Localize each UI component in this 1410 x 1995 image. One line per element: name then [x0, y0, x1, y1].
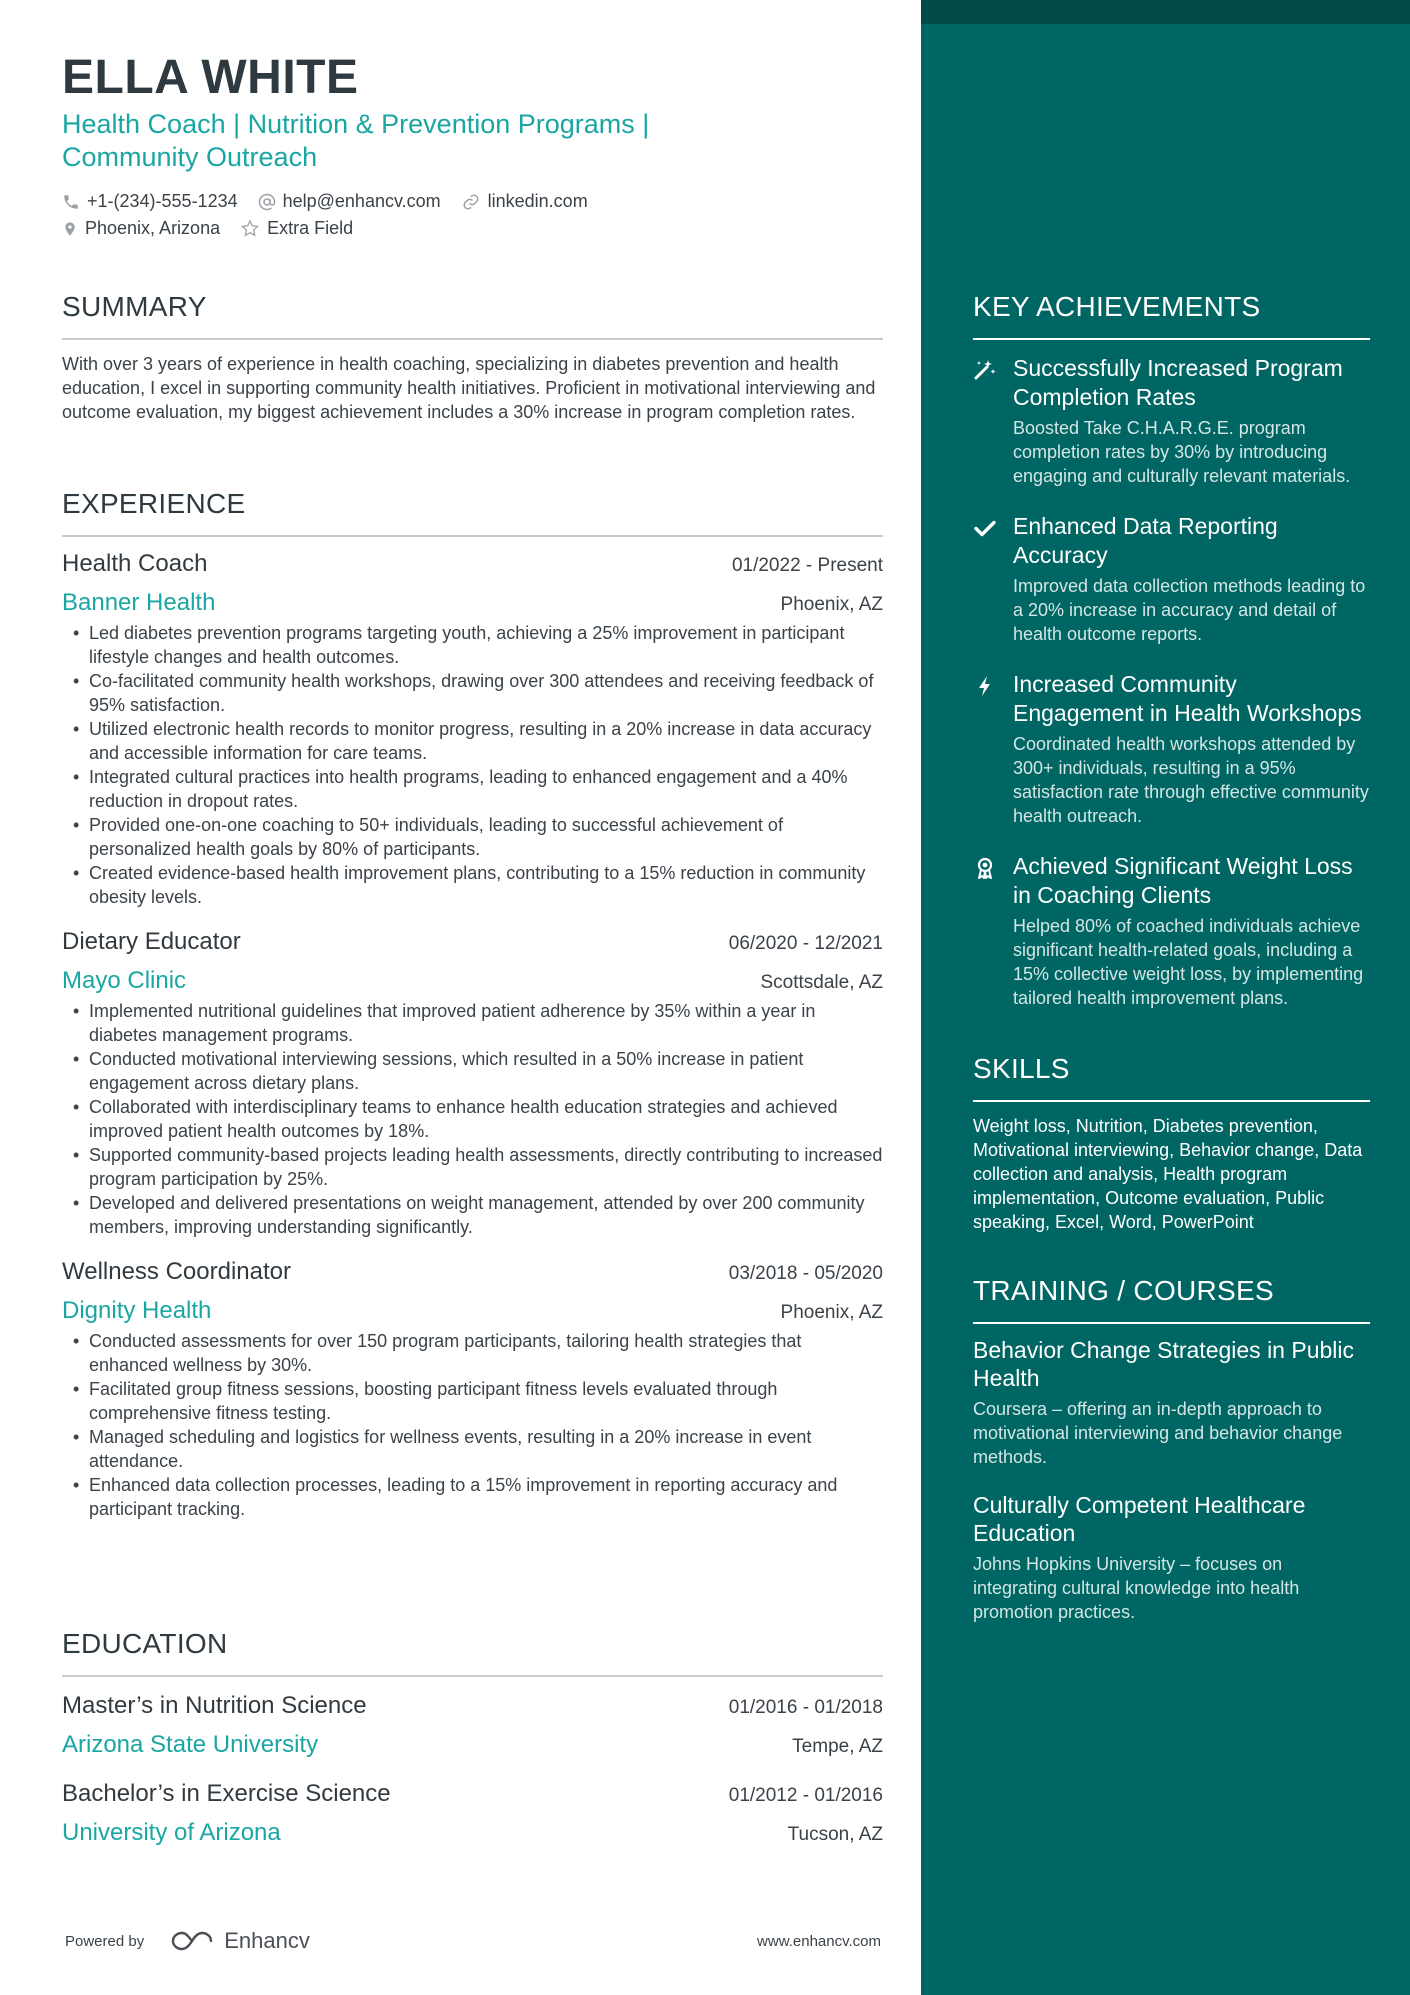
- sidebar-content: [973, 290, 1370, 1624]
- contact-phone[interactable]: [62, 191, 238, 212]
- education-entry: [62, 1691, 883, 1759]
- list-item: • Conducted motivational interviewing sessions, which resulted in a 50% increase in patient engagement across dietary plans.: [62, 1047, 883, 1095]
- list-item: • Enhanced data collection processes, leading to a 15% improvement in reporting accuracy and participant tracking.: [62, 1473, 883, 1521]
- contact-row-2: [62, 215, 883, 242]
- achievement-body: [1013, 512, 1370, 646]
- job-bullets: [62, 1329, 883, 1521]
- location-text: Phoenix, Arizona: [85, 218, 221, 238]
- list-item: • Supported community-based projects leading health assessments, directly contributing to increased program participation by 25%.: [62, 1143, 883, 1191]
- job-entry: [62, 927, 883, 1239]
- footer-branding: [65, 1928, 310, 1954]
- footer: [65, 1928, 881, 1954]
- magic-wand-icon: [973, 358, 997, 382]
- achievement-icon-wrap: [973, 354, 1013, 488]
- achievement-icon-wrap: [973, 512, 1013, 646]
- course-item: [973, 1336, 1370, 1469]
- course-desc: Johns Hopkins University – focuses on integrating cultural knowledge into health promotion practices.: [973, 1554, 1300, 1622]
- achievement-item: [973, 512, 1370, 646]
- achievements-heading: KEY ACHIEVEMENTS: [973, 291, 1261, 322]
- candidate-name: ELLA WHITE: [62, 51, 359, 104]
- award-ribbon-icon: [973, 856, 997, 880]
- training-section: [973, 1274, 1370, 1624]
- sidebar-top-bar: [921, 0, 1410, 24]
- school-name: University of Arizona: [62, 1819, 281, 1846]
- job-date: 06/2020 - 12/2021: [728, 933, 883, 954]
- job-title: Health Coach: [62, 550, 208, 577]
- achievement-title: Increased Community Engagement in Health Workshops: [1013, 671, 1362, 726]
- achievement-desc: Helped 80% of coached individuals achieve significant health-related goals, including a 15% collective weight loss, by implementing tailored health improvement plans.: [1013, 916, 1364, 1008]
- list-item: • Managed scheduling and logistics for wellness events, resulting in a 20% increase in event attendance.: [62, 1425, 883, 1473]
- job-subheader: [62, 1297, 883, 1325]
- degree-title: Bachelor’s in Exercise Science: [62, 1780, 391, 1807]
- list-item: • Collaborated with interdisciplinary teams to enhance health education strategies and achieved improved patient health outcomes by 18%.: [62, 1095, 883, 1143]
- education-heading: EDUCATION: [62, 1628, 228, 1659]
- star-icon: [240, 219, 260, 238]
- education-section: [62, 1627, 883, 1847]
- job-date: 01/2022 - Present: [731, 555, 883, 576]
- candidate-title: Health Coach | Nutrition & Prevention Programs | Community Outreach: [62, 109, 650, 172]
- experience-section: [62, 487, 883, 1521]
- job-header: [62, 549, 883, 579]
- list-item: • Facilitated group fitness sessions, boosting participant fitness levels evaluated through comprehensive fitness testing.: [62, 1377, 883, 1425]
- school-location: Tempe, AZ: [792, 1736, 883, 1757]
- achievement-icon-wrap: [973, 852, 1013, 1010]
- contact-email[interactable]: [258, 191, 441, 212]
- list-item: • Provided one-on-one coaching to 50+ individuals, leading to successful achievement of personalized health goals by 80% of participants.: [62, 813, 883, 861]
- achievement-desc: Improved data collection methods leading to a 20% increase in accuracy and detail of health outcome reports.: [1013, 576, 1366, 644]
- list-item: • Led diabetes prevention programs targeting youth, achieving a 25% improvement in participant lifestyle changes and health outcomes.: [62, 621, 883, 669]
- achievement-item: [973, 670, 1370, 828]
- enhancv-logo[interactable]: [170, 1928, 310, 1954]
- job-company: Dignity Health: [62, 1297, 212, 1324]
- section-divider: [973, 1100, 1370, 1102]
- job-title: Wellness Coordinator: [62, 1258, 291, 1285]
- section-divider: [973, 1322, 1370, 1324]
- phone-text: +1-(234)-555-1234: [87, 191, 238, 211]
- skills-section: [973, 1052, 1370, 1234]
- section-divider: [62, 535, 883, 537]
- education-header: [62, 1691, 883, 1721]
- achievements-section: [973, 290, 1370, 1010]
- education-header: [62, 1779, 883, 1809]
- sidebar: [921, 0, 1410, 1995]
- at-sign-icon: [258, 193, 276, 211]
- course-title: Culturally Competent Healthcare Education: [973, 1492, 1306, 1546]
- extra-field-text: Extra Field: [267, 218, 354, 238]
- achievement-body: [1013, 852, 1370, 1010]
- achievement-desc: Boosted Take C.H.A.R.G.E. program completion rates by 30% by introducing engaging and culturally relevant materials.: [1013, 418, 1351, 486]
- job-subheader: [62, 967, 883, 995]
- education-subheader: [62, 1731, 883, 1759]
- email-text: help@enhancv.com: [282, 191, 441, 211]
- checkmark-icon: [973, 516, 997, 540]
- education-subheader: [62, 1819, 883, 1847]
- school-location: Tucson, AZ: [787, 1824, 883, 1845]
- job-entry: [62, 1257, 883, 1521]
- list-item: • Implemented nutritional guidelines that improved patient adherence by 35% within a year in diabetes management programs.: [62, 999, 883, 1047]
- powered-by-text: Powered by: [65, 1932, 145, 1950]
- lightning-bolt-icon: [973, 674, 997, 698]
- list-item: • Conducted assessments for over 150 program participants, tailoring health strategies that enhanced wellness by 30%.: [62, 1329, 883, 1377]
- course-item: [973, 1491, 1370, 1624]
- achievement-desc: Coordinated health workshops attended by 300+ individuals, resulting in a 95% satisfaction rate through effective community health outreach.: [1013, 734, 1369, 826]
- degree-title: Master’s in Nutrition Science: [62, 1692, 367, 1719]
- job-location: Phoenix, AZ: [780, 1302, 883, 1323]
- school-name: Arizona State University: [62, 1731, 319, 1758]
- summary-heading: SUMMARY: [62, 291, 207, 322]
- summary-section: [62, 290, 883, 424]
- achievement-title: Successfully Increased Program Completion Rates: [1013, 355, 1343, 410]
- job-company: Mayo Clinic: [62, 967, 187, 994]
- skills-text: Weight loss, Nutrition, Diabetes prevention, Motivational interviewing, Behavior change, Data collection and analysis, Health program implementation, Outcome evaluation, Public speaking, Excel, Word, PowerPoint: [973, 1116, 1363, 1232]
- achievement-body: [1013, 670, 1370, 828]
- location-pin-icon: [62, 220, 78, 238]
- contact-extra: [240, 218, 353, 239]
- list-item: • Created evidence-based health improvement plans, contributing to a 15% reduction in community obesity levels.: [62, 861, 883, 909]
- job-header: [62, 1257, 883, 1287]
- linkedin-text: linkedin.com: [487, 191, 588, 211]
- education-date: 01/2016 - 01/2018: [728, 1697, 883, 1718]
- achievement-title: Enhanced Data Reporting Accuracy: [1013, 513, 1278, 568]
- achievement-title: Achieved Significant Weight Loss in Coaching Clients: [1013, 853, 1353, 908]
- experience-heading: EXPERIENCE: [62, 488, 246, 519]
- main-content: [62, 50, 883, 1846]
- brand-name: Enhancv: [224, 1928, 310, 1953]
- job-location: Scottsdale, AZ: [760, 972, 883, 993]
- contact-location: [62, 218, 220, 239]
- contact-row-1: [62, 188, 883, 215]
- list-item: • Integrated cultural practices into health programs, leading to enhanced engagement and a 40% reduction in dropout rates.: [62, 765, 883, 813]
- education-entry: [62, 1779, 883, 1847]
- job-header: [62, 927, 883, 957]
- achievement-icon-wrap: [973, 670, 1013, 828]
- training-heading: TRAINING / COURSES: [973, 1275, 1274, 1306]
- list-item: • Utilized electronic health records to monitor progress, resulting in a 20% increase in data accuracy and accessible information for care teams.: [62, 717, 883, 765]
- achievement-item: [973, 852, 1370, 1010]
- job-title: Dietary Educator: [62, 928, 241, 955]
- achievement-body: [1013, 354, 1370, 488]
- job-subheader: [62, 589, 883, 617]
- job-location: Phoenix, AZ: [780, 594, 883, 615]
- section-divider: [62, 1675, 883, 1677]
- job-bullets: [62, 999, 883, 1239]
- job-date: 03/2018 - 05/2020: [728, 1263, 883, 1284]
- course-desc: Coursera – offering an in-depth approach to motivational interviewing and behavior change methods.: [973, 1399, 1343, 1467]
- summary-text: With over 3 years of experience in health coaching, specializing in diabetes prevention and health education, I excel in supporting community health initiatives. Proficient in motivational interviewing and outcome evaluation, my biggest achievement includes a 30% increase in program completion rates.: [62, 354, 876, 422]
- list-item: • Co-facilitated community health workshops, drawing over 300 attendees and receiving feedback of 95% satisfaction.: [62, 669, 883, 717]
- contact-linkedin[interactable]: [461, 191, 588, 212]
- link-icon: [461, 193, 481, 211]
- course-title: Behavior Change Strategies in Public Health: [973, 1337, 1355, 1391]
- section-divider: [973, 338, 1370, 340]
- footer-url-link[interactable]: www.enhancv.com: [757, 1932, 881, 1950]
- infinity-logo-icon: [170, 1929, 216, 1953]
- job-company: Banner Health: [62, 589, 216, 616]
- skills-heading: SKILLS: [973, 1053, 1070, 1084]
- phone-icon: [62, 193, 80, 211]
- job-entry: [62, 549, 883, 909]
- achievement-item: [973, 354, 1370, 488]
- job-bullets: [62, 621, 883, 909]
- education-date: 01/2012 - 01/2016: [728, 1785, 883, 1806]
- contact-info: [62, 188, 883, 242]
- section-divider: [62, 338, 883, 340]
- list-item: • Developed and delivered presentations on weight management, attended by over 200 community members, improving understanding significantly.: [62, 1191, 883, 1239]
